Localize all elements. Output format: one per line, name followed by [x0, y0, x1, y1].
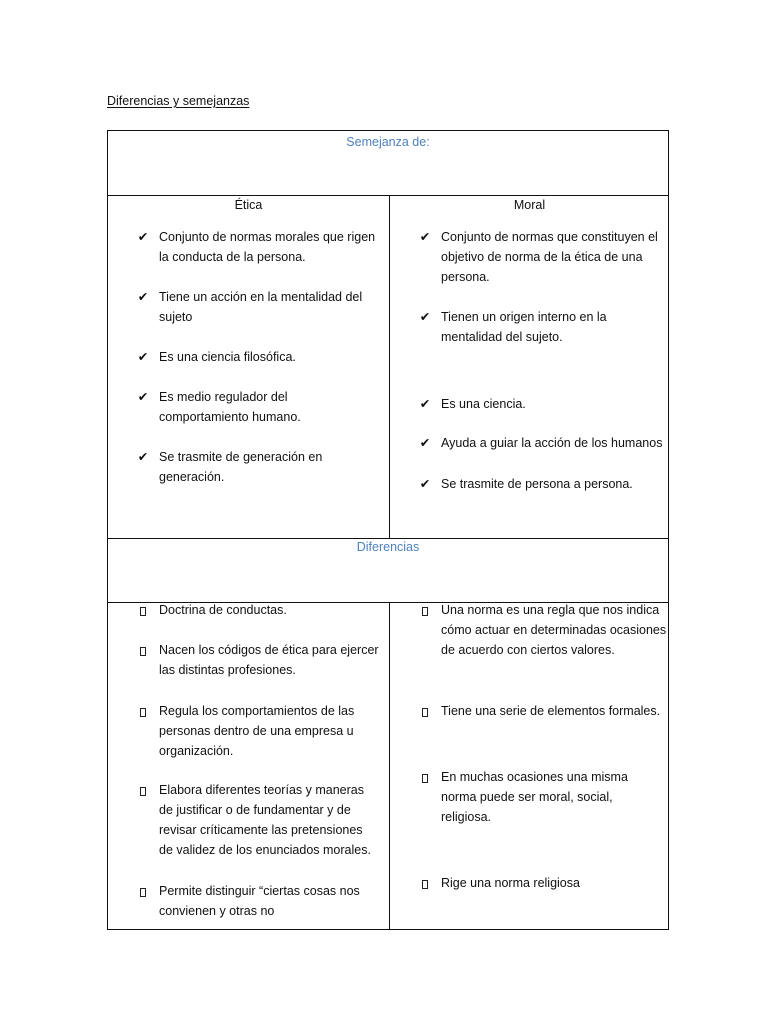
diferencias-heading: Diferencias: [356, 540, 420, 554]
check-icon: ✔: [137, 390, 149, 404]
table-divider: [108, 195, 668, 196]
column-divider: [389, 195, 390, 538]
moral-column-heading: Moral: [513, 198, 546, 212]
check-icon: ✔: [137, 450, 149, 464]
etica-difference-item: Elabora diferentes teorías y maneras de justificar o de fundamentar y de revisar críticamente las pretensiones de validez de los enunciados morales.: [159, 780, 375, 860]
etica-difference-item: Regula los comportamientos de las personas dentro de una empresa u organización.: [159, 701, 365, 761]
box-bullet-icon: [418, 601, 432, 621]
moral-difference-item: En muchas ocasiones una misma norma puede ser moral, social, religiosa.: [441, 767, 631, 827]
etica-similarity-item: ✔ Es medio regulador del comportamiento humano.: [159, 387, 359, 427]
column-divider: [389, 602, 390, 930]
box-bullet-icon: [136, 641, 150, 661]
etica-difference-item: Nacen los códigos de ética para ejercer las distintas profesiones.: [159, 640, 385, 680]
moral-similarity-item: ✔ Es una ciencia.: [441, 394, 667, 414]
check-icon: ✔: [137, 230, 149, 244]
moral-difference-item: Tiene una serie de elementos formales.: [441, 701, 667, 721]
moral-similarity-item: ✔ Se trasmite de persona a persona.: [441, 474, 667, 494]
box-bullet-icon: [418, 768, 432, 788]
box-bullet-icon: [136, 781, 150, 801]
moral-difference-item: Rige una norma religiosa: [441, 873, 667, 893]
semejanza-heading: Semejanza de:: [346, 135, 430, 149]
etica-similarity-item: ✔ Es una ciencia filosófica.: [159, 347, 384, 367]
moral-similarity-item: ✔ Conjunto de normas que constituyen el objetivo de norma de la ética de una persona.: [441, 227, 667, 287]
etica-column-heading: Ética: [234, 198, 263, 212]
moral-difference-item: Una norma es una regla que nos indica cómo actuar en determinadas ocasiones de acuerdo con ciertos valores.: [441, 600, 667, 660]
moral-similarity-item: ✔ Ayuda a guiar la acción de los humanos: [441, 433, 667, 453]
page-title: Diferencias y semejanzas: [107, 94, 250, 108]
etica-similarity-item: ✔ Tiene un acción en la mentalidad del sujeto: [159, 287, 384, 327]
moral-similarity-item: ✔ Tienen un origen interno en la mentalidad del sujeto.: [441, 307, 641, 347]
check-icon: ✔: [137, 350, 149, 364]
check-icon: ✔: [419, 310, 431, 324]
box-bullet-icon: [418, 702, 432, 722]
etica-similarity-item: ✔ Conjunto de normas morales que rigen la conducta de la persona.: [159, 227, 384, 267]
check-icon: ✔: [419, 397, 431, 411]
box-bullet-icon: [136, 882, 150, 902]
box-bullet-icon: [418, 874, 432, 894]
check-icon: ✔: [137, 290, 149, 304]
etica-difference-item: Permite distinguir “ciertas cosas nos convienen y otras no: [159, 881, 375, 921]
etica-similarity-item: ✔ Se trasmite de generación en generación.: [159, 447, 359, 487]
box-bullet-icon: [136, 702, 150, 722]
table-divider: [108, 538, 668, 539]
comparison-table: [107, 130, 669, 930]
etica-difference-item: Doctrina de conductas.: [159, 600, 385, 620]
check-icon: ✔: [419, 230, 431, 244]
check-icon: ✔: [419, 477, 431, 491]
check-icon: ✔: [419, 436, 431, 450]
box-bullet-icon: [136, 601, 150, 621]
